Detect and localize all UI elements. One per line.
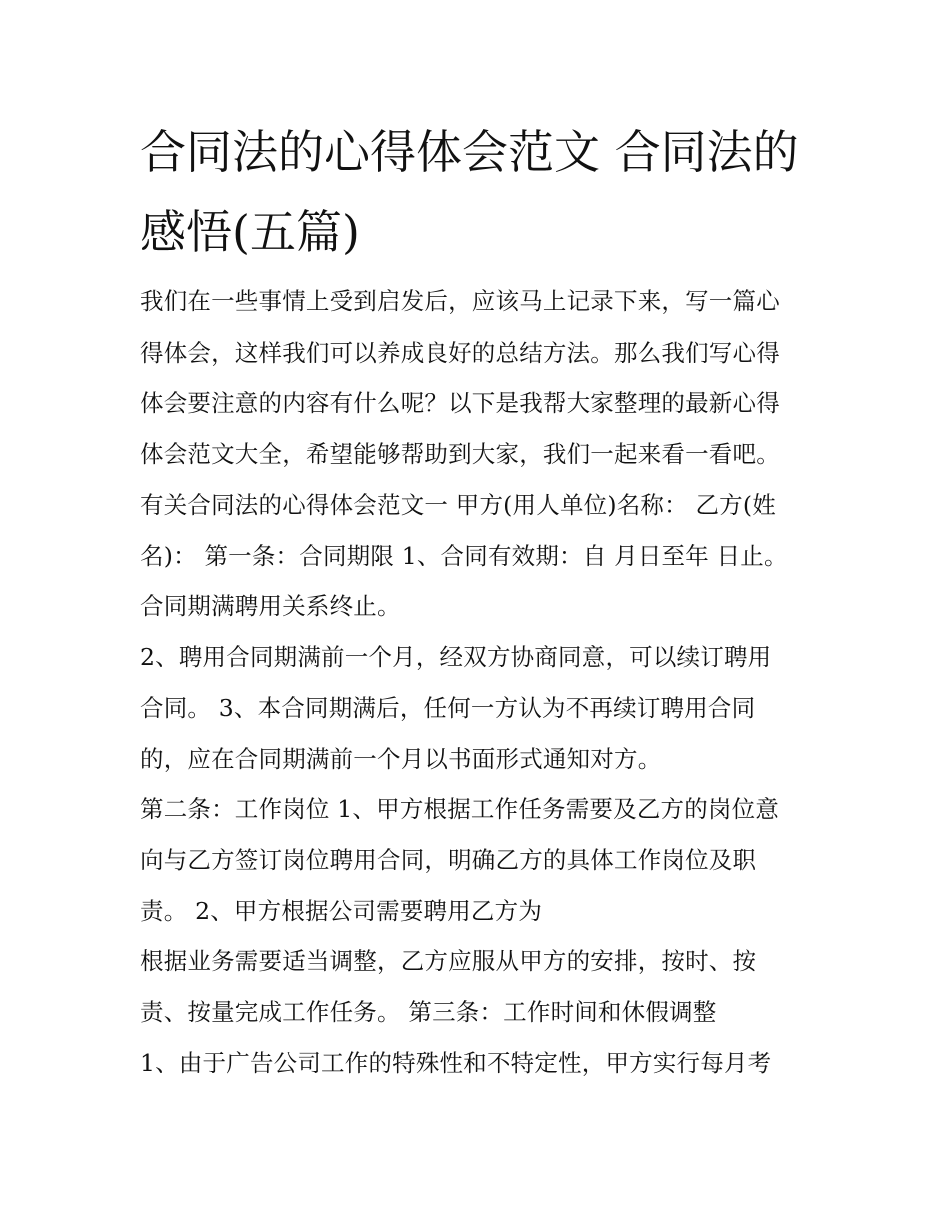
- body-line: 向与乙方签订岗位聘用合同，明确乙方的具体工作岗位及职: [140, 846, 757, 874]
- body-line: 根据业务需要适当调整，乙方应服从甲方的安排，按时、按: [140, 947, 757, 975]
- body-line: 体会要注意的内容有什么呢？以下是我帮大家整理的最新心得: [140, 389, 780, 417]
- body-line: 1、由于广告公司工作的特殊性和不特定性，甲方实行每月考: [140, 1049, 772, 1077]
- body-line: 得体会，这样我们可以养成良好的总结方法。那么我们写心得: [140, 339, 780, 367]
- body-line: 合同期满聘用关系终止。: [140, 592, 401, 620]
- body-line: 合同。 3、本合同期满后，任何一方认为不再续订聘用合同: [140, 694, 756, 722]
- body-line: 体会范文大全，希望能够帮助到大家，我们一起来看一看吧。: [140, 440, 780, 468]
- body-line: 2、聘用合同期满前一个月，经双方协商同意，可以续订聘用: [140, 643, 772, 671]
- body-line: 的，应在合同期满前一个月以书面形式通知对方。: [140, 745, 662, 773]
- body-line: 第二条：工作岗位 1、甲方根据工作任务需要及乙方的岗位意: [140, 795, 780, 823]
- body-line: 责、按量完成工作任务。 第三条：工作时间和休假调整: [140, 998, 717, 1026]
- body-line: 名)： 第一条：合同期限 1、合同有效期：自 月日至年 日止。: [140, 542, 788, 570]
- body-line: 有关合同法的心得体会范文一 甲方(用人单位)名称： 乙方(姓: [140, 491, 776, 519]
- body-line: 责。 2、甲方根据公司需要聘用乙方为: [140, 897, 543, 925]
- body-line: 我们在一些事情上受到启发后，应该马上记录下来，写一篇心: [140, 287, 780, 315]
- document-title: 合同法的心得体会范文 合同法的感悟(五篇): [140, 125, 799, 259]
